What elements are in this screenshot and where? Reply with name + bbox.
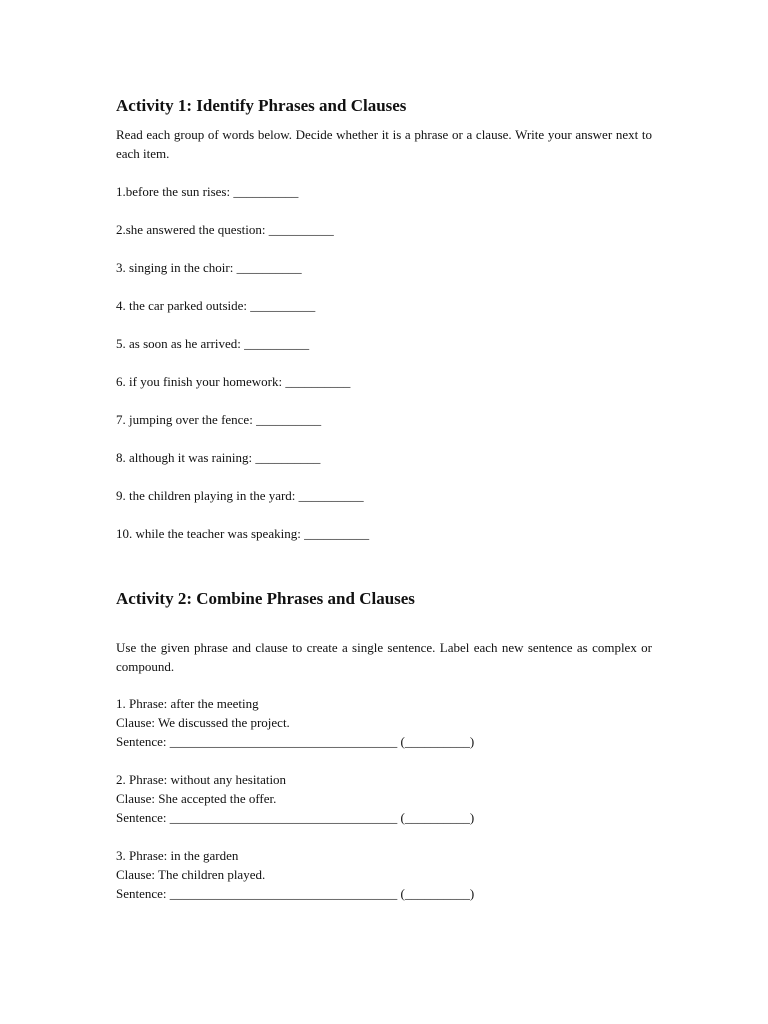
- activity-2-phrase: 2. Phrase: without any hesitation: [116, 772, 287, 787]
- activity-2-phrase: 3. Phrase: in the garden: [116, 848, 239, 863]
- activity-1-item: 4. the car parked outside: __________: [116, 298, 316, 313]
- activity-2-instructions: Use the given phrase and clause to create a single sentence. Label each new sentence as complex or compound.: [116, 640, 652, 674]
- activity-2-clause: Clause: We discussed the project.: [116, 715, 290, 730]
- activity-1-item: 1.before the sun rises: __________: [116, 184, 299, 199]
- activity-1-item: 2.she answered the question: __________: [116, 222, 334, 237]
- activity-1-title: Activity 1: Identify Phrases and Clauses: [116, 96, 407, 115]
- activity-1-item: 9. the children playing in the yard: __________: [116, 488, 364, 503]
- activity-2-phrase: 1. Phrase: after the meeting: [116, 696, 259, 711]
- activity-1-item: 7. jumping over the fence: __________: [116, 412, 322, 427]
- activity-1-item: 3. singing in the choir: __________: [116, 260, 302, 275]
- activity-2-title: Activity 2: Combine Phrases and Clauses: [116, 589, 415, 608]
- activity-2-clause: Clause: The children played.: [116, 867, 266, 882]
- activity-1-instructions: Read each group of words below. Decide whether it is a phrase or a clause. Write your answer next to each item.: [116, 127, 652, 161]
- activity-1-item: 10. while the teacher was speaking: __________: [116, 526, 370, 541]
- activity-2-sentence-blank: Sentence: ___________________________________ (__________): [116, 886, 475, 901]
- activity-1-item: 5. as soon as he arrived: __________: [116, 336, 310, 351]
- activity-2-sentence-blank: Sentence: ___________________________________ (__________): [116, 734, 475, 749]
- activity-1-item: 8. although it was raining: __________: [116, 450, 321, 465]
- activity-2-sentence-blank: Sentence: ___________________________________ (__________): [116, 810, 475, 825]
- activity-2-clause: Clause: She accepted the offer.: [116, 791, 277, 806]
- activity-1-item: 6. if you finish your homework: __________: [116, 374, 351, 389]
